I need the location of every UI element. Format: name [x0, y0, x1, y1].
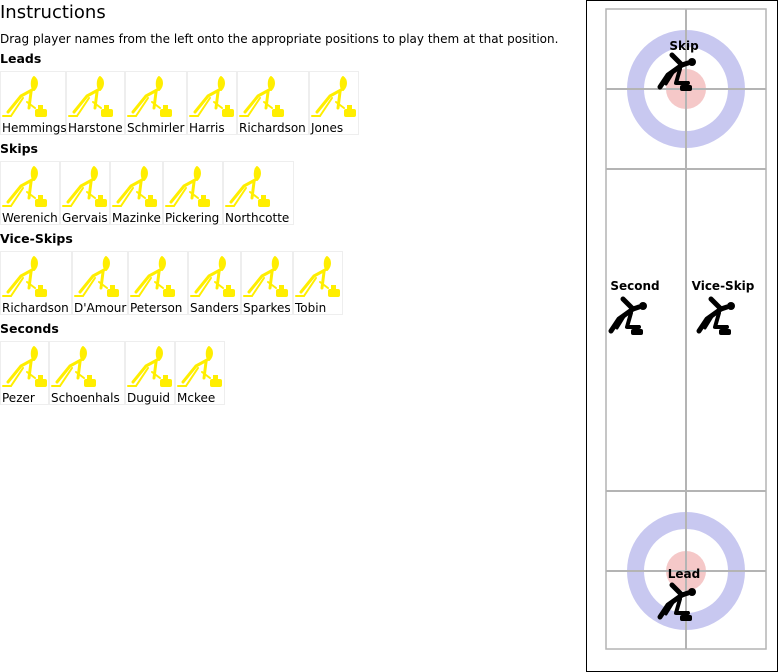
player-name: Tobin — [295, 301, 327, 315]
player-row-skips — [0, 161, 294, 225]
position-label-lead: Lead — [667, 567, 701, 581]
player-card[interactable] — [60, 161, 110, 225]
player-row-leads — [0, 71, 359, 135]
player-name: Pickering — [165, 211, 220, 225]
player-card[interactable] — [128, 251, 188, 315]
player-name: Schmirler — [127, 121, 185, 135]
curler-icon — [61, 162, 109, 210]
curling-sheet — [586, 0, 778, 672]
player-name: Richardson — [239, 121, 306, 135]
player-card[interactable] — [66, 71, 125, 135]
player-name: Gervais — [62, 211, 108, 225]
player-name: Hemmings — [2, 121, 67, 135]
curler-icon — [164, 162, 212, 210]
curler-icon — [242, 252, 290, 300]
position-second[interactable] — [610, 279, 659, 335]
position-label-second: Second — [610, 279, 660, 293]
player-card[interactable] — [309, 71, 359, 135]
curler-icon — [50, 342, 98, 390]
player-name: Mckee — [177, 391, 216, 405]
group-title-seconds: Seconds — [0, 321, 59, 336]
player-name: Werenich — [2, 211, 58, 225]
player-card[interactable] — [293, 251, 343, 315]
curler-icon — [1, 342, 49, 390]
player-name: Harris — [189, 121, 225, 135]
player-card[interactable] — [125, 71, 187, 135]
player-card[interactable] — [241, 251, 293, 315]
player-name: Jones — [311, 121, 344, 135]
curler-icon — [1, 252, 49, 300]
player-card[interactable] — [237, 71, 309, 135]
player-name: Richardson — [2, 301, 69, 315]
second-curler-icon — [611, 299, 647, 335]
position-label-skip: Skip — [669, 39, 699, 53]
player-card[interactable] — [188, 251, 241, 315]
curler-icon — [126, 72, 174, 120]
player-card[interactable] — [0, 71, 66, 135]
player-row-vice-skips — [0, 251, 343, 315]
player-card[interactable] — [223, 161, 294, 225]
player-name: Duguid — [127, 391, 171, 405]
player-name: Mazinke — [112, 211, 161, 225]
curler-icon — [224, 162, 272, 210]
position-vice-skip[interactable] — [692, 279, 755, 335]
curler-icon — [1, 72, 49, 120]
player-card[interactable] — [110, 161, 163, 225]
player-card[interactable] — [187, 71, 237, 135]
player-name: Northcotte — [225, 211, 290, 225]
curler-icon — [238, 72, 286, 120]
curler-icon — [111, 162, 159, 210]
curler-icon — [129, 252, 177, 300]
player-row-seconds — [0, 341, 225, 405]
instructions-title: Instructions — [0, 2, 106, 23]
curler-icon — [189, 252, 237, 300]
player-card[interactable] — [49, 341, 125, 405]
player-name: Sparkes — [243, 301, 291, 315]
curler-icon — [73, 252, 121, 300]
curler-icon — [1, 162, 49, 210]
player-card[interactable] — [175, 341, 225, 405]
curler-icon — [188, 72, 236, 120]
curler-icon — [126, 342, 174, 390]
player-name: Schoenhals — [51, 391, 120, 405]
group-title-leads: Leads — [0, 51, 42, 66]
player-card[interactable] — [72, 251, 128, 315]
position-label-vice-skip: Vice-Skip — [691, 279, 755, 293]
player-name: Sanders — [190, 301, 239, 315]
curler-icon — [176, 342, 224, 390]
player-name: D'Amour — [74, 301, 127, 315]
player-card[interactable] — [163, 161, 223, 225]
group-title-skips: Skips — [0, 141, 38, 156]
group-title-vice-skips: Vice-Skips — [0, 231, 73, 246]
player-card[interactable] — [0, 341, 49, 405]
instructions-text: Drag player names from the left onto the appropriate positions to play them at that position. — [0, 32, 559, 46]
player-card[interactable] — [0, 161, 60, 225]
player-card[interactable] — [0, 251, 72, 315]
player-name: Pezer — [2, 391, 35, 405]
player-card[interactable] — [125, 341, 175, 405]
curler-icon — [294, 252, 342, 300]
curler-icon — [67, 72, 115, 120]
curler-icon — [310, 72, 358, 120]
player-name: Peterson — [130, 301, 183, 315]
vice-skip-curler-icon — [699, 299, 735, 335]
player-name: Harstone — [68, 121, 123, 135]
